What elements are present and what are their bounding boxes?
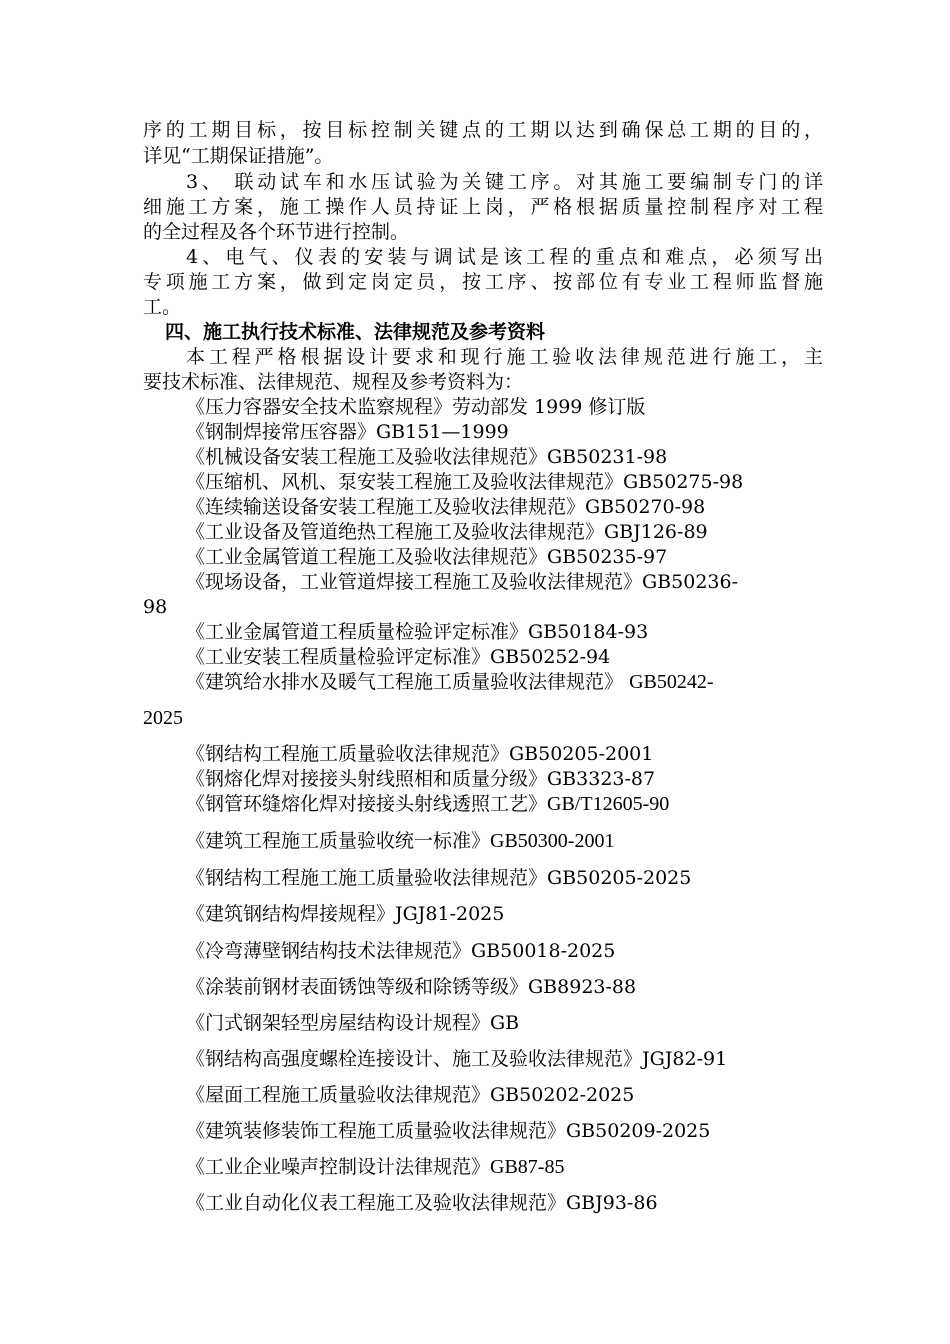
reference-item: 《钢制焊接常压容器》GB151—1999 (186, 421, 509, 443)
reference-item: 《钢结构工程施工质量验收法律规范》GB50205-2001 (186, 743, 654, 765)
reference-item (186, 1155, 564, 1179)
reference-item: 《工业金属管道工程质量检验评定标准》GB50184-93 (186, 621, 649, 643)
reference-item: 《压力容器安全技术监察规程》劳动部发 1999 修订版 (186, 396, 646, 418)
reference-item: 《建筑装修装饰工程施工质量验收法律规范》GB50209-2025 (186, 1120, 711, 1142)
reference-code: GB/T12605-90 (547, 793, 670, 815)
reference-item: 《钢结构工程施工施工质量验收法律规范》GB50205-2025 (186, 867, 692, 889)
reference-item: 《建筑钢结构焊接规程》JGJ81-2025 (186, 903, 505, 925)
reference-item: 《工业自动化仪表工程施工及验收法律规范》GBJ93-86 (186, 1192, 658, 1214)
reference-item (186, 829, 614, 853)
paragraph-line: 本工程严格根据设计要求和现行施工验收法律规范进行施工，主 (186, 346, 823, 368)
reference-item: 《机械设备安装工程施工及验收法律规范》GB50231-98 (186, 446, 668, 468)
reference-item: 《钢结构高强度螺栓连接设计、施工及验收法律规范》JGJ82-91 (186, 1048, 728, 1070)
reference-item: 《门式钢架轻型房屋结构设计规程》GB (186, 1012, 520, 1034)
reference-item: 《屋面工程施工质量验收法律规范》GB50202-2025 (186, 1084, 635, 1106)
reference-item (186, 792, 669, 816)
reference-item: 《工业安装工程质量检验评定标准》GB50252-94 (186, 646, 611, 668)
reference-title: 《建筑给水排水及暖气工程施工质量验收法律规范》 (186, 671, 624, 693)
section-heading: 四、施工执行技术标准、法律规范及参考资料 (165, 321, 546, 343)
reference-item: 《钢熔化焊对接接头射线照相和质量分级》GB3323-87 (186, 768, 656, 790)
paragraph-line: 细施工方案，施工操作人员持证上岗，严格根据质量控制程序对工程 (143, 196, 823, 218)
reference-title: 《钢管环缝熔化焊对接接头射线透照工艺》 (186, 793, 548, 815)
reference-item: 《压缩机、风机、泵安装工程施工及验收法律规范》GB50275-98 (186, 471, 744, 493)
paragraph-line: 工。 (143, 296, 182, 318)
reference-item: 《工业设备及管道绝热工程施工及验收法律规范》GBJ126-89 (186, 521, 708, 543)
paragraph-line: 专项施工方案，做到定岗定员，按工序、按部位有专业工程师监督施 (143, 271, 823, 293)
reference-item-continuation: 98 (143, 596, 168, 618)
reference-title: 《建筑工程施工质量验收统一标准》 (186, 830, 491, 852)
reference-item-continuation: 2025 (143, 707, 183, 729)
reference-item: 《工业金属管道工程施工及验收法律规范》GB50235-97 (186, 546, 668, 568)
paragraph-line: 详见“工期保证措施”。 (143, 145, 334, 167)
reference-item (186, 670, 714, 694)
reference-code: GB50242- (629, 671, 714, 693)
reference-code: GB50300-2001 (490, 830, 615, 852)
paragraph-line: 4、电气、仪表的安装与调试是该工程的重点和难点，必须写出 (186, 246, 823, 268)
paragraph-line: 的全过程及各个环节进行控制。 (143, 221, 410, 243)
paragraph-line: 要技术标准、法律规范、规程及参考资料为： (143, 371, 524, 393)
paragraph-line: 序的工期目标，按目标控制关键点的工期以达到确保总工期的目的， (143, 119, 823, 141)
paragraph-line: 3、 联动试车和水压试验为关键工序。对其施工要编制专门的详 (186, 171, 823, 193)
reference-item: 《现场设备，工业管道焊接工程施工及验收法律规范》GB50236- (186, 571, 739, 593)
reference-item: 《连续输送设备安装工程施工及验收法律规范》GB50270-98 (186, 496, 706, 518)
reference-code: GB87-85 (490, 1156, 565, 1178)
reference-item: 《冷弯薄壁钢结构技术法律规范》GB50018-2025 (186, 940, 616, 962)
reference-title: 《工业企业噪声控制设计法律规范》 (186, 1156, 491, 1178)
reference-item: 《涂装前钢材表面锈蚀等级和除锈等级》GB8923-88 (186, 976, 637, 998)
